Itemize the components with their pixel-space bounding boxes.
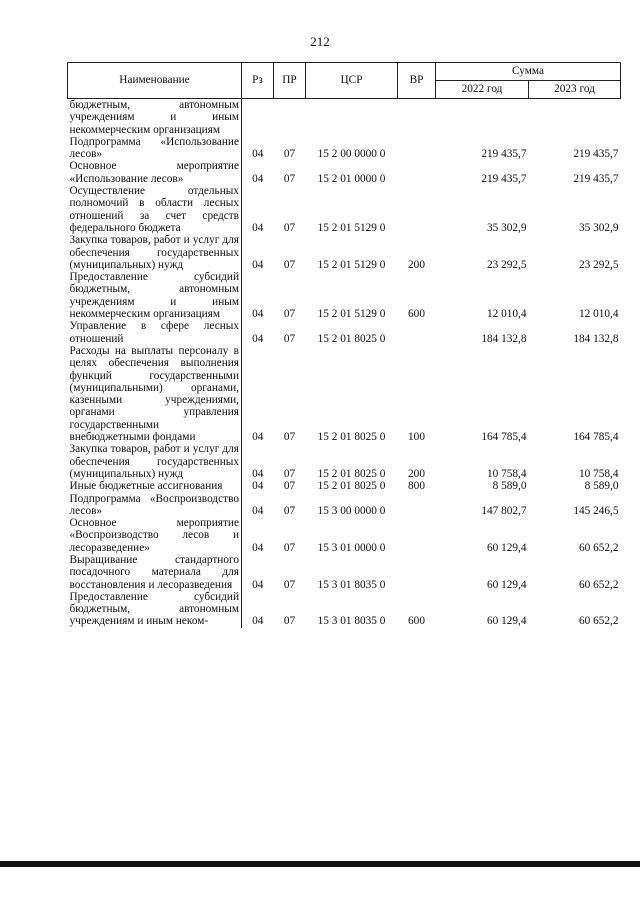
row-name: бюджетным, автономным учреждениям и иным некоммерческим организациям [68,99,242,136]
row-csr: 15 3 01 8035 0 [317,578,386,591]
table-row [68,99,621,136]
row-amount-2022: 23 292,5 [486,258,527,271]
row-vr [398,99,436,136]
row-amount-2023: 8 589,0 [584,480,619,493]
row-csr: 15 2 01 8025 0 [317,467,386,480]
table-row [68,185,621,234]
row-csr: 15 3 00 0000 0 [317,504,386,517]
row-vr: 100 [408,431,425,444]
row-vr [398,554,436,591]
scan-border [0,861,640,867]
page-number: 212 [310,34,330,49]
row-pr: 07 [283,504,296,517]
row-name: Расходы на выплаты персоналу в целях обеспечения выполнения функций государственными (муниципальными) органами, казенными учреждениями, органами управления государственными внебюджетными фондами [68,345,242,443]
row-rz: 04 [252,148,264,161]
row-rz: 04 [252,541,264,554]
row-name: Предоставление субсидий бюджетным, автономным учреждениям и иным неком- [68,591,242,628]
table-row [68,554,621,591]
row-rz: 04 [252,172,264,185]
row-amount-2023: 184 132,8 [573,332,619,345]
row-csr: 15 3 01 8035 0 [317,615,386,628]
row-pr: 07 [283,221,296,234]
row-pr: 07 [283,480,296,493]
row-name: Подпрограмма «Использование лесов» [68,136,242,161]
row-vr [398,185,436,234]
row-amount-2023: 60 652,2 [578,615,619,628]
row-amount-2022: 164 785,4 [481,431,527,444]
row-name: Иные бюджетные ассигнования [68,480,242,492]
header-sum: Сумма [436,63,621,81]
row-pr: 07 [283,578,296,591]
row-amount-2023: 60 652,2 [578,578,619,591]
header-year-2023: 2023 год [529,81,621,99]
row-pr: 07 [283,258,296,271]
row-amount-2022: 8 589,0 [492,480,527,493]
row-vr: 600 [408,308,425,321]
row-csr: 15 2 01 5129 0 [317,308,386,321]
row-amount-2023: 10 758,4 [578,467,619,480]
row-pr: 07 [283,467,296,480]
table-body [68,99,621,628]
row-vr: 600 [408,615,425,628]
row-csr: 15 2 01 8025 0 [317,480,386,493]
row-amount-2022: 12 010,4 [486,308,527,321]
row-amount-2023: 219 435,7 [573,172,619,185]
row-name: Закупка товаров, работ и услуг для обеспечения государственных (муниципальных) нужд [68,234,242,271]
row-amount-2022: 35 302,9 [486,221,527,234]
row-amount-2022: 219 435,7 [481,148,527,161]
table-row [68,160,621,185]
row-csr: 15 2 01 5129 0 [317,221,386,234]
row-vr [398,320,436,345]
row-name: Осуществление отдельных полномочий в области лесных отношений за счет средств федерального бюджета [68,185,242,234]
row-amount-2023: 23 292,5 [578,258,619,271]
row-vr [398,136,436,161]
row-pr: 07 [283,148,296,161]
row-pr: 07 [283,172,296,185]
row-amount-2023: 219 435,7 [573,148,619,161]
table-row [68,493,621,518]
header-csr: ЦСР [306,63,398,99]
row-pr: 07 [283,431,296,444]
row-name: Предоставление субсидий бюджетным, автономным учреждениям и иным некоммерческим организациям [68,271,242,320]
row-rz: 04 [252,578,264,591]
table-row [68,234,621,271]
table-row [68,443,621,480]
row-rz: 04 [252,615,264,628]
row-amount-2023: 164 785,4 [573,431,619,444]
table-row [68,591,621,628]
header-pr: ПР [274,63,306,99]
row-amount-2023: 145 246,5 [573,504,619,517]
row-rz: 04 [252,504,264,517]
header-vr: ВР [398,63,436,99]
table-row [68,480,621,492]
budget-table [67,62,621,628]
row-rz: 04 [252,258,264,271]
row-rz: 04 [252,308,264,321]
row-csr: 15 2 01 8025 0 [317,332,386,345]
row-pr: 07 [283,308,296,321]
row-amount-2022: 60 129,4 [486,615,527,628]
row-name: Управление в сфере лесных отношений [68,320,242,345]
row-csr: 15 2 01 5129 0 [317,258,386,271]
row-pr: 07 [283,332,296,345]
row-pr: 07 [283,541,296,554]
table-row [68,271,621,320]
header-year-2022: 2022 год [436,81,529,99]
row-vr: 200 [408,258,425,271]
row-amount-2022: 184 132,8 [481,332,527,345]
row-amount-2022 [436,99,529,136]
row-name: Выращивание стандартного посадочного материала для восстановления и лесоразведения [68,554,242,591]
row-amount-2022: 147 802,7 [481,504,527,517]
row-vr [398,160,436,185]
row-name: Основное мероприятие «Воспроизводство лесов и лесоразведение» [68,517,242,554]
row-amount-2022: 10 758,4 [486,467,527,480]
row-name: Закупка товаров, работ и услуг для обеспечения государственных (муниципальных) нужд [68,443,242,480]
row-rz: 04 [252,467,264,480]
row-rz: 04 [252,431,264,444]
row-vr: 200 [408,467,425,480]
row-rz: 04 [252,221,264,234]
header-name: Наименование [68,63,242,99]
row-amount-2023: 60 652,2 [578,541,619,554]
row-pr [274,99,306,136]
row-csr: 15 3 01 0000 0 [317,541,386,554]
row-name: Подпрограмма «Воспроизводство лесов» [68,493,242,518]
row-amount-2022: 60 129,4 [486,578,527,591]
row-rz: 04 [252,480,264,493]
row-vr: 800 [408,480,425,493]
row-pr: 07 [283,615,296,628]
row-amount-2023: 35 302,9 [578,221,619,234]
row-rz [242,99,274,136]
row-rz: 04 [252,332,264,345]
row-amount-2023: 12 010,4 [578,308,619,321]
row-csr [306,99,398,136]
row-vr [398,517,436,554]
row-amount-2022: 60 129,4 [486,541,527,554]
row-amount-2023 [529,99,621,136]
table-row [68,345,621,443]
header-rz: Рз [242,63,274,99]
table-row [68,136,621,161]
row-csr: 15 2 00 0000 0 [317,148,386,161]
row-vr [398,493,436,518]
table-row [68,517,621,554]
row-csr: 15 2 01 0000 0 [317,172,386,185]
table-row [68,320,621,345]
row-name: Основное мероприятие «Использование лесов» [68,160,242,185]
row-csr: 15 2 01 8025 0 [317,431,386,444]
row-amount-2022: 219 435,7 [481,172,527,185]
